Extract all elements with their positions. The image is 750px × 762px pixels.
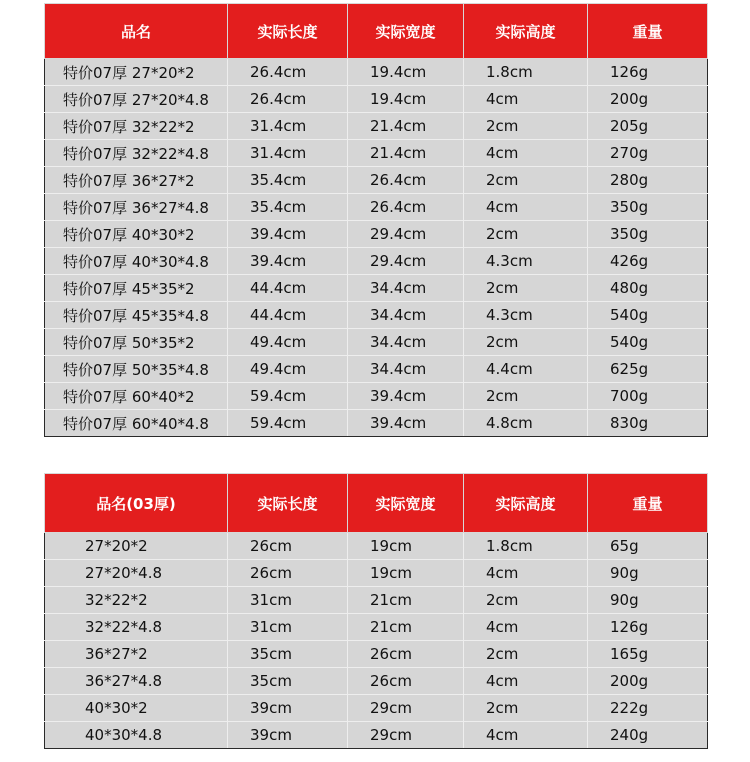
cell-product-name: 40*30*4.8 [45, 722, 228, 749]
table-row [45, 113, 708, 140]
cell-weight: 270g [588, 140, 708, 167]
cell-weight: 700g [588, 383, 708, 410]
header-row [45, 474, 708, 533]
cell-length: 39.4cm [228, 248, 348, 275]
cell-product-name: 特价07厚 27*20*2 [45, 59, 228, 86]
cell-width: 19.4cm [348, 59, 464, 86]
header-row [45, 4, 708, 59]
cell-length: 31.4cm [228, 113, 348, 140]
cell-weight: 165g [588, 641, 708, 668]
cell-weight: 830g [588, 410, 708, 437]
cell-product-name: 特价07厚 27*20*4.8 [45, 86, 228, 113]
cell-height: 1.8cm [464, 533, 588, 560]
spec-table-03 [44, 473, 708, 749]
cell-width: 19.4cm [348, 86, 464, 113]
header-height: 实际高度 [464, 4, 588, 59]
cell-length: 26.4cm [228, 86, 348, 113]
cell-height: 4cm [464, 560, 588, 587]
cell-product-name: 特价07厚 50*35*4.8 [45, 356, 228, 383]
header-product-name: 品名(03厚) [45, 474, 228, 533]
cell-width: 34.4cm [348, 275, 464, 302]
cell-length: 35.4cm [228, 167, 348, 194]
header-weight: 重量 [588, 474, 708, 533]
cell-weight: 222g [588, 695, 708, 722]
cell-height: 1.8cm [464, 59, 588, 86]
cell-length: 26cm [228, 533, 348, 560]
cell-weight: 240g [588, 722, 708, 749]
cell-height: 2cm [464, 113, 588, 140]
header-width: 实际宽度 [348, 4, 464, 59]
cell-height: 2cm [464, 587, 588, 614]
table-row [45, 329, 708, 356]
table-row [45, 86, 708, 113]
table-row [45, 275, 708, 302]
cell-height: 2cm [464, 695, 588, 722]
table-row [45, 383, 708, 410]
table-row [45, 722, 708, 749]
cell-product-name: 特价07厚 40*30*4.8 [45, 248, 228, 275]
table-row [45, 533, 708, 560]
table-row [45, 221, 708, 248]
cell-width: 34.4cm [348, 356, 464, 383]
cell-height: 4cm [464, 194, 588, 221]
table-row [45, 695, 708, 722]
table-row [45, 668, 708, 695]
cell-product-name: 特价07厚 60*40*2 [45, 383, 228, 410]
cell-product-name: 27*20*2 [45, 533, 228, 560]
table-row [45, 614, 708, 641]
cell-product-name: 特价07厚 50*35*2 [45, 329, 228, 356]
cell-length: 39cm [228, 722, 348, 749]
cell-width: 29cm [348, 695, 464, 722]
cell-product-name: 特价07厚 45*35*4.8 [45, 302, 228, 329]
cell-weight: 350g [588, 221, 708, 248]
cell-product-name: 32*22*4.8 [45, 614, 228, 641]
cell-length: 26cm [228, 560, 348, 587]
cell-length: 49.4cm [228, 356, 348, 383]
spec-table-07 [44, 3, 708, 437]
cell-height: 2cm [464, 275, 588, 302]
cell-weight: 625g [588, 356, 708, 383]
cell-height: 4cm [464, 140, 588, 167]
cell-length: 35.4cm [228, 194, 348, 221]
cell-product-name: 特价07厚 40*30*2 [45, 221, 228, 248]
cell-weight: 350g [588, 194, 708, 221]
header-height: 实际高度 [464, 474, 588, 533]
cell-width: 34.4cm [348, 329, 464, 356]
table-row [45, 587, 708, 614]
cell-weight: 540g [588, 329, 708, 356]
table-row [45, 140, 708, 167]
header-length: 实际长度 [228, 4, 348, 59]
cell-length: 44.4cm [228, 302, 348, 329]
cell-product-name: 特价07厚 60*40*4.8 [45, 410, 228, 437]
cell-height: 4cm [464, 668, 588, 695]
cell-height: 2cm [464, 641, 588, 668]
cell-width: 21cm [348, 587, 464, 614]
cell-width: 26.4cm [348, 167, 464, 194]
cell-height: 2cm [464, 167, 588, 194]
cell-width: 19cm [348, 533, 464, 560]
cell-width: 29.4cm [348, 221, 464, 248]
cell-height: 4.8cm [464, 410, 588, 437]
table-row [45, 410, 708, 437]
table-row [45, 167, 708, 194]
cell-width: 39.4cm [348, 383, 464, 410]
table-header [45, 474, 708, 533]
cell-length: 39.4cm [228, 221, 348, 248]
cell-length: 49.4cm [228, 329, 348, 356]
cell-height: 2cm [464, 383, 588, 410]
table-body [45, 59, 708, 437]
cell-width: 29.4cm [348, 248, 464, 275]
cell-weight: 480g [588, 275, 708, 302]
table-row [45, 641, 708, 668]
cell-length: 35cm [228, 668, 348, 695]
cell-length: 59.4cm [228, 383, 348, 410]
header-product-name: 品名 [45, 4, 228, 59]
header-weight: 重量 [588, 4, 708, 59]
cell-product-name: 特价07厚 36*27*4.8 [45, 194, 228, 221]
cell-product-name: 36*27*2 [45, 641, 228, 668]
cell-length: 26.4cm [228, 59, 348, 86]
cell-product-name: 32*22*2 [45, 587, 228, 614]
table-row [45, 356, 708, 383]
cell-height: 4.3cm [464, 248, 588, 275]
cell-height: 4cm [464, 86, 588, 113]
cell-product-name: 36*27*4.8 [45, 668, 228, 695]
cell-product-name: 特价07厚 32*22*4.8 [45, 140, 228, 167]
table-row [45, 302, 708, 329]
cell-length: 31.4cm [228, 140, 348, 167]
cell-width: 19cm [348, 560, 464, 587]
cell-product-name: 特价07厚 36*27*2 [45, 167, 228, 194]
header-length: 实际长度 [228, 474, 348, 533]
cell-product-name: 特价07厚 45*35*2 [45, 275, 228, 302]
cell-weight: 90g [588, 560, 708, 587]
cell-height: 2cm [464, 329, 588, 356]
cell-height: 4.3cm [464, 302, 588, 329]
cell-weight: 280g [588, 167, 708, 194]
cell-width: 26cm [348, 668, 464, 695]
cell-length: 39cm [228, 695, 348, 722]
table-row [45, 248, 708, 275]
header-width: 实际宽度 [348, 474, 464, 533]
cell-length: 44.4cm [228, 275, 348, 302]
cell-length: 31cm [228, 587, 348, 614]
cell-product-name: 特价07厚 32*22*2 [45, 113, 228, 140]
cell-width: 34.4cm [348, 302, 464, 329]
table-header [45, 4, 708, 59]
cell-width: 21cm [348, 614, 464, 641]
cell-product-name: 40*30*2 [45, 695, 228, 722]
cell-weight: 65g [588, 533, 708, 560]
cell-weight: 540g [588, 302, 708, 329]
cell-height: 4cm [464, 722, 588, 749]
table-row [45, 194, 708, 221]
table-row [45, 560, 708, 587]
cell-width: 21.4cm [348, 113, 464, 140]
cell-height: 4.4cm [464, 356, 588, 383]
cell-product-name: 27*20*4.8 [45, 560, 228, 587]
cell-length: 35cm [228, 641, 348, 668]
cell-width: 29cm [348, 722, 464, 749]
cell-length: 31cm [228, 614, 348, 641]
cell-weight: 426g [588, 248, 708, 275]
cell-weight: 90g [588, 587, 708, 614]
table-row [45, 59, 708, 86]
cell-weight: 200g [588, 86, 708, 113]
cell-height: 4cm [464, 614, 588, 641]
table-body [45, 533, 708, 749]
cell-width: 26.4cm [348, 194, 464, 221]
cell-weight: 126g [588, 59, 708, 86]
cell-width: 39.4cm [348, 410, 464, 437]
cell-width: 26cm [348, 641, 464, 668]
cell-weight: 126g [588, 614, 708, 641]
cell-weight: 200g [588, 668, 708, 695]
cell-length: 59.4cm [228, 410, 348, 437]
cell-weight: 205g [588, 113, 708, 140]
cell-width: 21.4cm [348, 140, 464, 167]
cell-height: 2cm [464, 221, 588, 248]
